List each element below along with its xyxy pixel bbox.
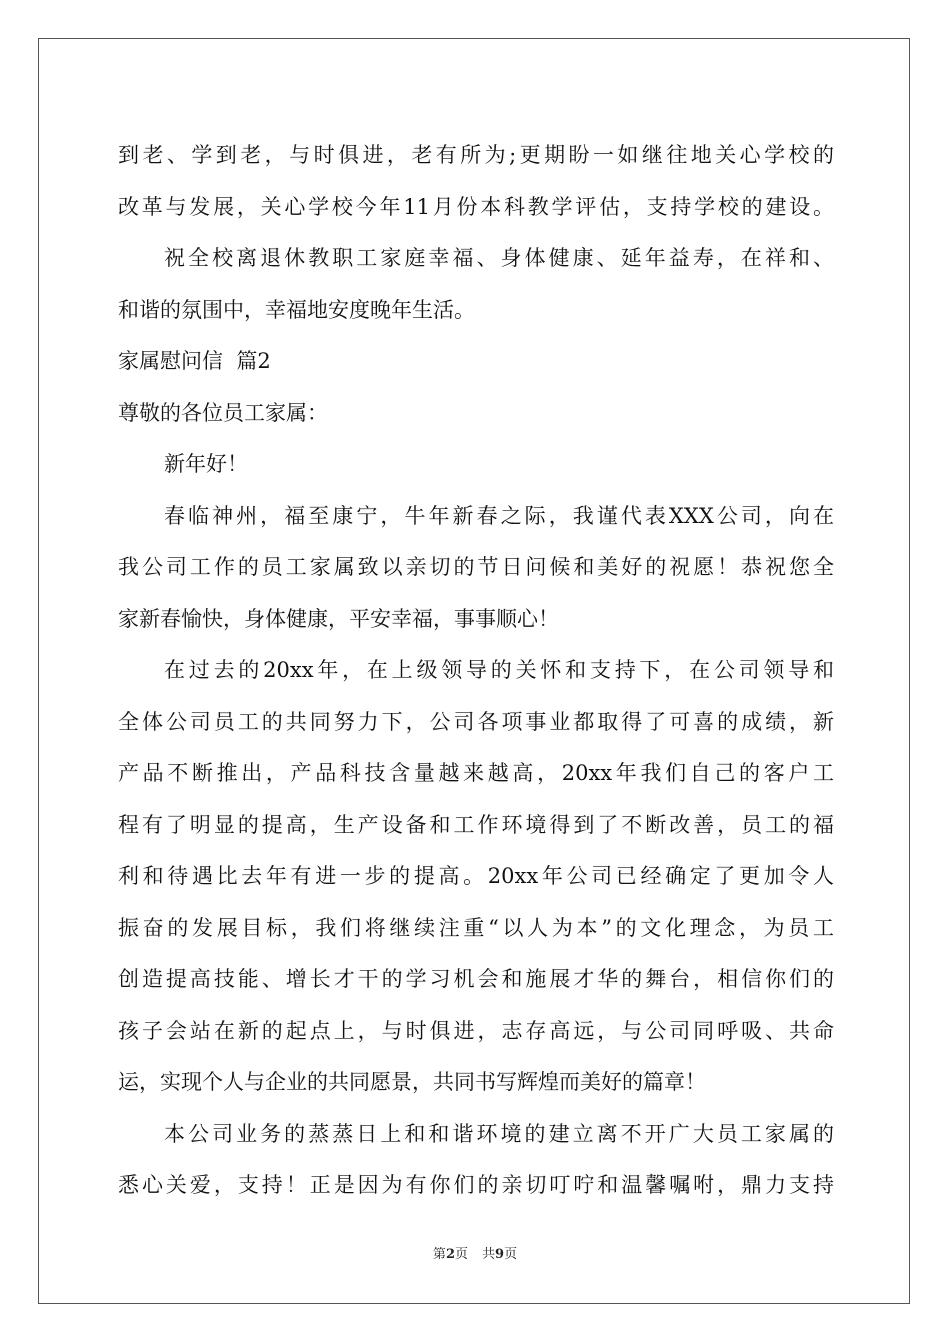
paragraph-line: 我公司工作的员工家属致以亲切的节日问候和美好的祝愿！恭祝您全 xyxy=(118,555,834,579)
document-body xyxy=(118,130,834,1212)
page-footer xyxy=(0,1246,950,1264)
paragraph-line: 到老、学到老，与时俱进，老有所为;更期盼一如继往地关心学校的 xyxy=(118,143,834,167)
paragraph-line: 家新春愉快，身体健康，平安幸福，事事顺心！ xyxy=(118,606,559,631)
current-page-number: 2 xyxy=(445,1247,455,1262)
page-label-prefix: 第 xyxy=(432,1247,446,1262)
paragraph-line: 在过去的20xx年，在上级领导的关怀和支持下，在公司领导和 xyxy=(164,658,834,682)
paragraph-line: 祝全校离退休教职工家庭幸福、身体健康、延年益寿，在祥和、 xyxy=(164,246,834,270)
paragraph-line: 程有了明显的提高，生产设备和工作环境得到了不断改善，员工的福 xyxy=(118,812,834,837)
paragraph-line: 春临神州，福至康宁，牛年新春之际，我谨代表XXX公司，向在 xyxy=(164,503,834,528)
total-page-number: 9 xyxy=(495,1247,505,1262)
paragraph-line: 孩子会站在新的起点上，与时俱进，志存高远，与公司同呼吸、共命 xyxy=(118,1018,834,1043)
section-heading: 家属慰问信 篇2 xyxy=(118,349,271,373)
paragraph-line: 本公司业务的蒸蒸日上和和谐环境的建立离不开广大员工家属的 xyxy=(164,1121,834,1146)
salutation: 尊敬的各位员工家属： xyxy=(118,400,328,425)
paragraph-line: 改革与发展，关心学校今年11月份本科教学评估，支持学校的建设。 xyxy=(118,194,834,219)
greeting: 新年好！ xyxy=(164,452,248,476)
paragraph-line: 振奋的发展目标，我们将继续注重“以人为本”的文化理念，为员工 xyxy=(118,915,834,940)
paragraph-line: 创造提高技能、增长才干的学习机会和施展才华的舞台，相信你们的 xyxy=(118,967,834,991)
paragraph-line: 和谐的氛围中，幸福地安度晚年生活。 xyxy=(118,297,475,322)
paragraph-line: 悉心关爱，支持！正是因为有你们的亲切叮咛和温馨嘱咐，鼎力支持 xyxy=(118,1173,834,1197)
paragraph-line: 产品不断推出，产品科技含量越来越高，20xx年我们自己的客户工 xyxy=(118,761,834,785)
paragraph-line: 全体公司员工的共同努力下，公司各项事业都取得了可喜的成绩，新 xyxy=(118,709,834,734)
total-label-suffix: 页 xyxy=(504,1247,518,1262)
paragraph-line: 运，实现个人与企业的共同愿景，共同书写辉煌而美好的篇章！ xyxy=(118,1070,706,1094)
paragraph-line: 利和待遇比去年有进一步的提高。20xx年公司已经确定了更加令人 xyxy=(118,864,834,888)
total-label-prefix: 共 xyxy=(482,1247,496,1262)
page-label-suffix: 页 xyxy=(454,1247,468,1262)
